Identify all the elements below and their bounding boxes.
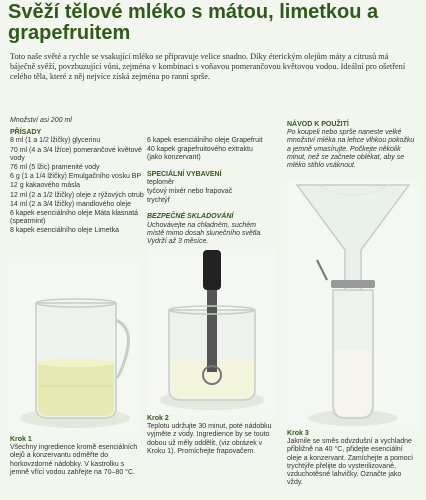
ingredient-item: 40 kapek grapefruitového extraktu (jako konzervant) bbox=[147, 146, 253, 162]
ingredient-item: 6 kapek esenciálního oleje Máta klasnatá (spearmint) bbox=[10, 210, 139, 226]
step-3 bbox=[287, 430, 417, 487]
step-title: Krok 1 bbox=[10, 436, 32, 443]
amount-label: Množství asi 200 ml bbox=[10, 117, 72, 124]
intro-text: Toto naše světé a rychle se vsakující mléko se připravuje velice snadno. Díky éterickým olejům máty a citrusů má báječně svěží, povzbuzující vůni, zejména v kombinaci s voňavou pomerančovou květovou vodou. Ideální pro ošetření celého těla, které z něj nejvíce získá zejména po ranní sprše. bbox=[10, 52, 406, 81]
equipment-heading: SPECIÁLNÍ VYBAVENÍ bbox=[147, 170, 222, 178]
ingredient-item: 8 kapek esenciálního oleje Limetka bbox=[10, 227, 119, 235]
ingredient-item: 12 ml (2 a 1/2 lžičky) oleje z rýžových otrub bbox=[10, 191, 144, 199]
step-1 bbox=[10, 436, 140, 477]
ingredient-item: 6 kapek esenciálního oleje Grapefruit bbox=[147, 137, 263, 144]
ingredients-list-continued bbox=[147, 137, 267, 163]
step1-photo bbox=[8, 258, 142, 433]
ingredient-item: 70 ml (4 a 3/4 lžíce) pomerančové květové vody bbox=[10, 146, 142, 162]
storage-text: Uchovávejte na chladném, suchém místě mimo dosah slunečního světla. Vydrží až 3 měsíce. bbox=[147, 221, 263, 246]
step3-photo bbox=[287, 180, 419, 430]
ingredient-item: 6 g (1 a 1/4 lžičky) Emulgačního vosku BP bbox=[10, 173, 142, 181]
storage-heading: BEZPEČNÉ SKLADOVÁNÍ bbox=[147, 213, 234, 221]
equipment-item: teploměr bbox=[147, 178, 175, 186]
step2-photo bbox=[147, 250, 277, 415]
ingredient-item: 14 ml (2 a 3/4 lžičky) mandlového oleje bbox=[10, 200, 132, 208]
ingredient-item: 76 ml (5 lžic) pramenité vody bbox=[10, 164, 100, 172]
step-text: Teplotu udržujte 30 minut, poté nádobku vyjměte z vody. Ingredience by se touto dobou už měly oddělit, (viz obrázek v Kroku 1). Promíchejte frapovačem. bbox=[147, 423, 272, 455]
ingredients-heading: PŘÍSADY bbox=[10, 129, 42, 137]
equipment-item: trychtýř bbox=[147, 197, 170, 205]
ingredients-list bbox=[10, 137, 150, 235]
ingredients-column bbox=[10, 117, 150, 237]
equipment-item: tyčový mixér nebo frapovač bbox=[147, 188, 233, 196]
step-text: Všechny ingredience kromě esenciálních olejů a konzervantu odměřte do horkovzdorné nádobky. V kastrolku s jemně vřící vodou zahřejte na 70–80 °C. bbox=[10, 444, 138, 476]
step-title: Krok 2 bbox=[147, 415, 169, 422]
usage-text: Po koupeli nebo sprše naneste velké množství mléka na lehce vlhkou pokožku a jemně vmasírujte. Počkejte několik minut, než se začnete oblékat, aby se mléko stihlo vsáknout. bbox=[287, 129, 415, 170]
step-2 bbox=[147, 415, 272, 456]
equipment-column bbox=[147, 137, 267, 246]
step-title: Krok 3 bbox=[287, 430, 309, 437]
ingredient-item: 12 g kakaového másla bbox=[10, 182, 81, 190]
ingredient-item: 8 ml (1 a 1/2 lžičky) glycerinu bbox=[10, 137, 101, 145]
step-text: Jakmile se směs odvzdušní a vychladne přibližně na 40 °C, přidejte esenciální oleje a konzervant. Zamíchejte a pomocí trychtýře přelijte do vysterilizované, vzduchotěsné lahvičky. Označte jako vždy. bbox=[287, 438, 414, 487]
equipment-list bbox=[147, 179, 267, 206]
usage-heading: NÁVOD K POUŽITÍ bbox=[287, 121, 349, 128]
page-title: Svěží tělové mléko s mátou, limetkou a grapefruitem bbox=[8, 1, 379, 44]
usage-column bbox=[287, 117, 417, 170]
